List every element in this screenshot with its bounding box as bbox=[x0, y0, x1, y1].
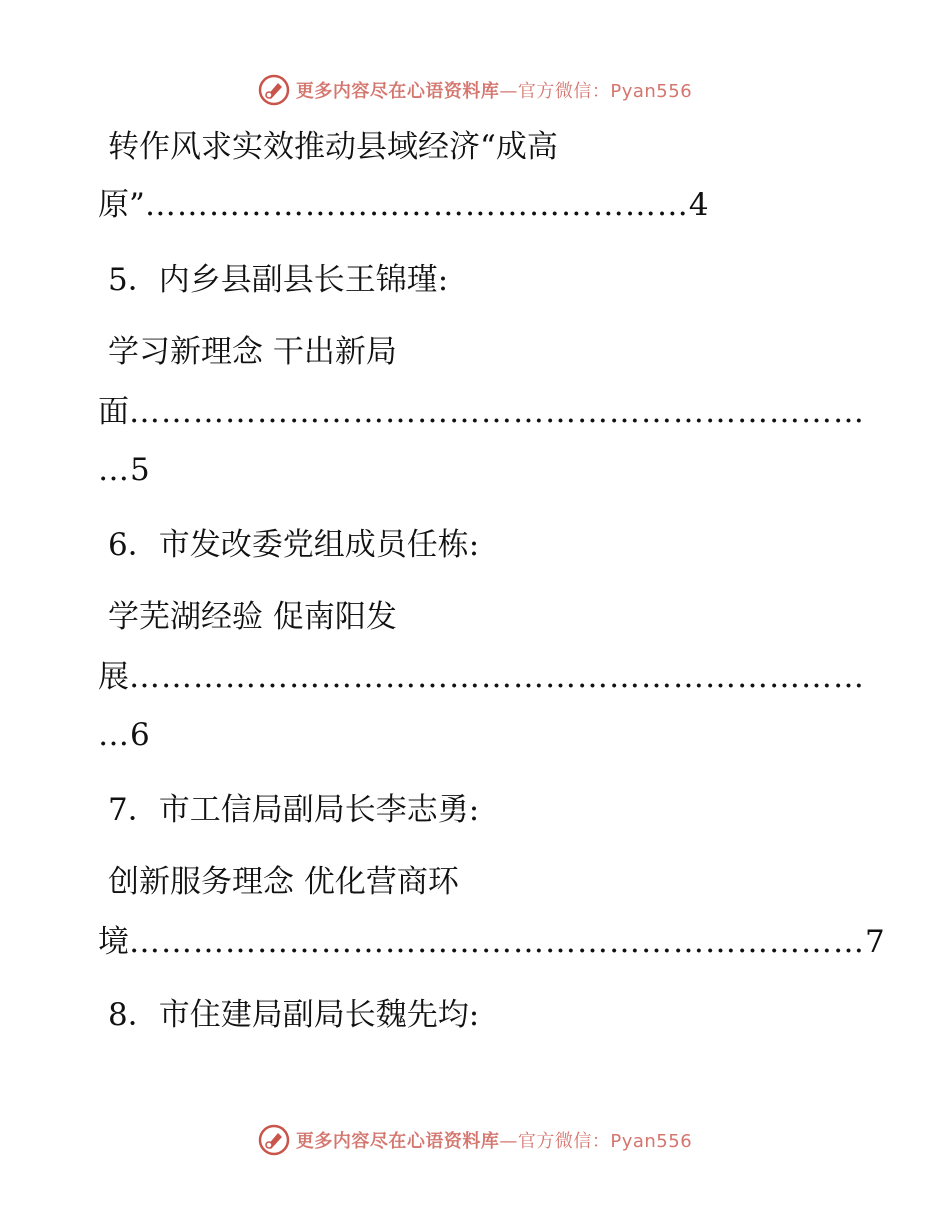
toc-leader: …………………………………………………………… bbox=[129, 924, 865, 960]
watermark-dash: — bbox=[499, 1131, 518, 1152]
watermark-wechat-label: 官方微信： bbox=[517, 81, 611, 102]
toc-leader: …………………………………………………………… bbox=[129, 394, 865, 430]
toc-entry-7-title-end: 境 bbox=[98, 924, 129, 960]
toc-leader: … bbox=[98, 717, 130, 753]
watermark-handle: Pyan556 bbox=[610, 81, 693, 102]
toc-entry-8-heading: 8．市住建局副局长魏先均: bbox=[108, 997, 480, 1033]
toc-leader: … bbox=[98, 452, 130, 488]
toc-page-number: 7 bbox=[865, 924, 885, 960]
toc-entry-6-title-end: 展 bbox=[98, 659, 129, 695]
toc-entry-5-line[interactable] bbox=[98, 392, 865, 432]
watermark-main: 更多内容尽在心语资料库 bbox=[295, 1131, 500, 1152]
toc-entry-4-title-end: 原” bbox=[98, 187, 145, 223]
watermark-text bbox=[296, 1127, 692, 1153]
toc-entry-6-title: 学芜湖经验 促南阳发 bbox=[108, 599, 397, 635]
toc-page-number: 6 bbox=[130, 717, 150, 753]
toc-entry-4-title: 转作风求实效推动县域经济“成高 bbox=[108, 129, 558, 165]
toc-entry-7-line[interactable] bbox=[98, 922, 885, 962]
watermark-wechat-label: 官方微信： bbox=[517, 1131, 611, 1152]
watermark-header bbox=[0, 70, 950, 110]
logo-icon bbox=[258, 1124, 290, 1156]
toc-entry-6-line[interactable] bbox=[98, 657, 865, 697]
logo-icon bbox=[258, 74, 290, 106]
toc-entry-4-line[interactable] bbox=[98, 185, 858, 225]
watermark-footer bbox=[0, 1120, 950, 1160]
watermark-handle: Pyan556 bbox=[610, 1131, 693, 1152]
toc-entry-6-heading: 6．市发改委党组成员任栋: bbox=[108, 527, 480, 563]
toc-entry-5-page-line bbox=[98, 450, 858, 490]
toc-leader: …………………………………………… bbox=[144, 187, 689, 223]
toc-entry-7-heading: 7．市工信局副局长李志勇: bbox=[108, 792, 480, 828]
watermark-dash: — bbox=[499, 81, 518, 102]
toc-entry-6-page-line bbox=[98, 715, 858, 755]
watermark-main: 更多内容尽在心语资料库 bbox=[295, 81, 500, 102]
toc-entry-5-title-end: 面 bbox=[98, 394, 129, 430]
toc-page-number: 5 bbox=[130, 452, 150, 488]
toc-entry-7-title: 创新服务理念 优化营商环 bbox=[108, 864, 459, 900]
watermark-text bbox=[296, 77, 692, 103]
toc-leader: …………………………………………………………… bbox=[129, 659, 865, 695]
toc-page-number: 4 bbox=[688, 187, 709, 223]
toc-entry-5-heading: 5．内乡县副县长王锦瑾: bbox=[108, 262, 449, 298]
toc-entry-5-title: 学习新理念 干出新局 bbox=[108, 334, 397, 370]
